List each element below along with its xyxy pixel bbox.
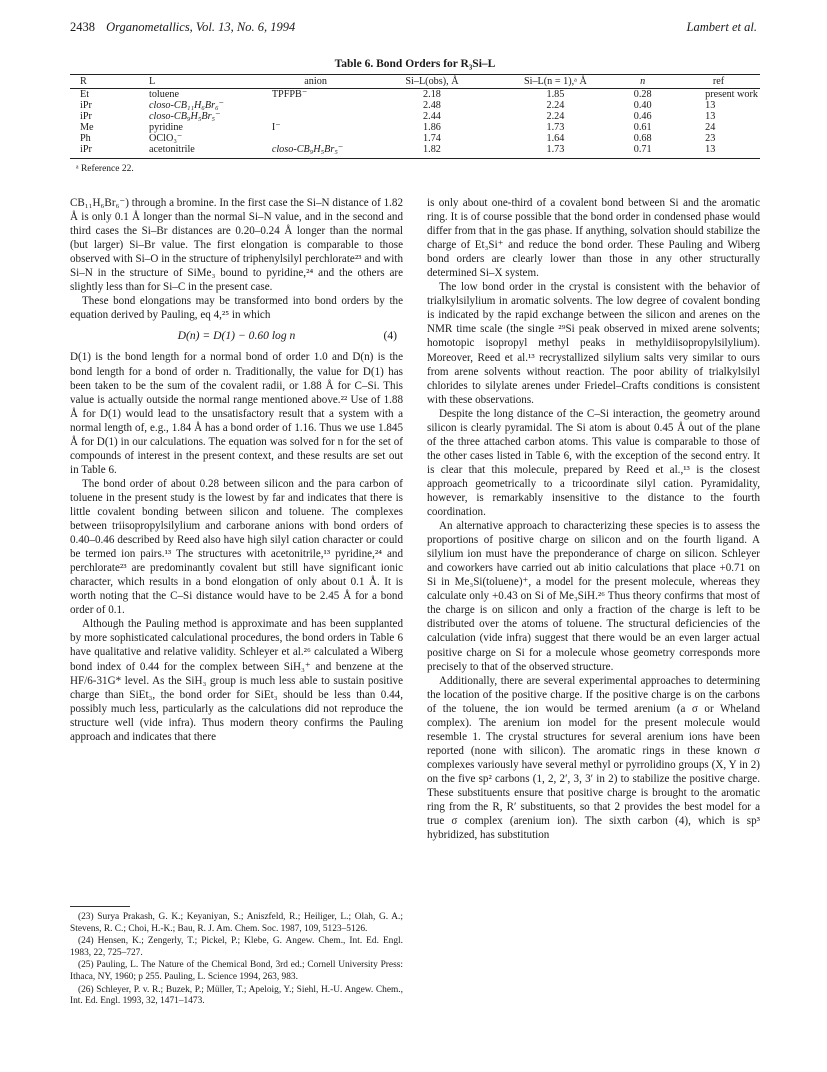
table-cell-r: iPr bbox=[80, 100, 92, 111]
col-header: R bbox=[80, 76, 87, 87]
table-cell-r: Et bbox=[80, 89, 90, 100]
footnote-26: (26) Schleyer, P. v. R.; Buzek, P.; Müller, T.; Apeloig, Y.; Siehl, H.-U. Angew. Chem., Int. Ed. Engl. 1993, 32, 1471–1473. bbox=[70, 984, 403, 1007]
col-header: Si–L(n = 1),ᵃ Å bbox=[523, 76, 587, 87]
page-number: 2438 bbox=[70, 20, 95, 34]
table bbox=[70, 74, 760, 159]
table-row bbox=[70, 89, 760, 101]
equation-4 bbox=[70, 329, 403, 343]
col-header: n bbox=[640, 76, 646, 87]
footnotes bbox=[70, 912, 403, 1009]
table-cell-r: iPr bbox=[80, 144, 92, 155]
footnote-23: (23) Surya Prakash, G. K.; Keyaniyan, S.; Aniszfeld, R.; Heiliger, L.; Olah, G. A.; Stevens, R. C.; Choi, H.-K.; Bau, R. J. Am. Chem. Soc. 1987, 109, 5123–5126. bbox=[70, 912, 403, 934]
footnote-25: (25) Pauling, L. The Nature of the Chemical Bond, 3rd ed.; Cornell University Press: Ithaca, NY, 1960; p 255. Pauling, L. Science 1994, 263, 983. bbox=[70, 960, 403, 982]
table-cell-obs: 1.74 bbox=[423, 133, 441, 144]
right-column bbox=[427, 196, 760, 842]
paragraph: Additionally, there are several experimental approaches to determining the location of the positive charge. If the positive charge is on the carbons of the toluene, the ion would be termed arenium (a σ or Wheland complex). The arenium ion model for the present molecule would resemble 1. The crystal structures for several arenium ions have been reported (none with silicon). The aromatic rings in these known σ complexes variously have several methyl or pyrrolidino groups (X, Y in 2) on the five sp² carbons (1, 2, 2′, 3, 3′ in 2) to stabilize the positive charge. These substituents ensure that positive charge is brought to the aromatic ring from the R, R′ substituents, so that 2 provides the best model for a true σ complex (arenium ion). The sixth carbon (4), which is sp³ hybridized, has substitution bbox=[427, 674, 760, 842]
paragraph: is only about one-third of a covalent bond between Si and the aromatic ring. It is of course possible that the bond order in condensed phase would differ from that in the gas phase. If anything, solvation should stabilize the charge of Et₃Si⁺ and reduce the bond order. These Pauling and Wiberg bond orders are clearly lower than those in any other structurally determined Si–X system. bbox=[427, 197, 760, 280]
footnote-24: (24) Hensen, K.; Zengerly, T.; Pickel, P.; Klebe, G. Angew. Chem., Int. Ed. Engl. 1983, 22, 725–727. bbox=[70, 936, 403, 958]
paragraph: Despite the long distance of the C–Si interaction, the geometry around silicon is clearly pyramidal. The Si atom is about 0.45 Å out of the plane of the three attached carbon atoms. This value is comparable to those of the other cases listed in Table 6, with the exception of the second entry. It is clear that this molecule, prepared by Reed et al.,¹³ is the closest approach geometrically to a tricoordinate silyl cation. Pyramidality, however, is remarkably insensitive to the distance to the fourth coordination. bbox=[427, 407, 760, 519]
running-header bbox=[70, 20, 757, 40]
equation-text: D(n) = D(1) − 0.60 log n bbox=[177, 329, 296, 343]
table-cell-obs: 2.44 bbox=[423, 111, 441, 122]
table-cell-n1: 1.64 bbox=[546, 133, 565, 144]
paragraph: An alternative approach to characterizing these species is to assess the proportions of positive charge on silicon and on the fourth ligand. A silylium ion must have the preponderance of charge on silicon. Schleyer and coworkers have carried out ab initio calculations that place +0.71 on Si in Me₃Si(toluene)⁺, a model for the present molecule, whereas they calculate only +0.43 on Si of Me₃SiH.²⁶ Thus theory confirms that most of the charge is on silicon and only a fraction of the charge is left to be distributed over the atoms of toluene. The structural deficiencies of the calculation (vide infra) suggest that there would be an even larger actual positive charge on Si for a molecule whose geometry corresponds more precisely to that of the observed structure. bbox=[427, 520, 760, 673]
paragraph: The low bond order in the crystal is consistent with the behavior of trialkylsilylium in aromatic solvents. The low degree of covalent bonding is indicated by the rapid exchange between the silicon and arenes on the NMR time scale (the single ²⁹Si peak observed in mixed arene solvents; homotopic isopropyl methyl peaks in methyldiisopropylsilylium). Moreover, Reed et al.¹³ recrystallized silylium salts very similar to ours from arene solvents without reaction. The poor ability of trialkylsilyl chlorides to silylate arenes under Friedel–Crafts conditions is consistent with these observations. bbox=[427, 281, 760, 406]
table-row bbox=[70, 111, 760, 122]
table-cell-obs: 2.18 bbox=[423, 89, 441, 100]
paragraph: D(1) is the bond length for a normal bond of order 1.0 and D(n) is the bond length for a bond of order n. Traditionally, the value for D(1) has been taken to be the sum of the covalent radii, or 1.88 Å for C–Si. This value is actually outside the normal range mentioned above.²² Use of 1.88 Å for D(1) would lead to the unsatisfactory result that a system with a normal length of, e.g., 1.84 Å has a bond order of 1.16. Thus we use 1.845 Å for D(1) in our calculations. The equation was solved for n for the set of compounds of interest in the present context, and these results are set out in Table 6. bbox=[70, 351, 403, 476]
table-cell-l: closo-CB₁₁H₆Br₆⁻ bbox=[149, 100, 225, 111]
running-authors: Lambert et al. bbox=[686, 20, 757, 34]
table-cell-n: 0.40 bbox=[633, 100, 652, 111]
col-header: ref bbox=[712, 76, 725, 87]
table-row bbox=[70, 133, 760, 144]
table-cell-anion: TPFPB⁻ bbox=[271, 89, 308, 100]
table-cell-n: 0.46 bbox=[633, 111, 652, 122]
table-cell-r: iPr bbox=[80, 111, 92, 122]
left-column bbox=[70, 196, 403, 744]
table-cell-ref: present work bbox=[705, 89, 758, 100]
table-cell-l: pyridine bbox=[149, 122, 183, 133]
table-cell-n: 0.68 bbox=[633, 133, 652, 144]
table-footnote: ᵃ Reference 22. bbox=[76, 164, 134, 174]
table-row bbox=[70, 100, 760, 111]
table-row bbox=[70, 144, 760, 159]
table-cell-anion: I⁻ bbox=[271, 122, 281, 133]
table-cell-n1: 1.85 bbox=[546, 89, 565, 100]
col-header: Si–L(obs), Å bbox=[405, 76, 459, 87]
table-cell-obs: 1.82 bbox=[423, 144, 441, 155]
table-cell-l: closo-CB₉H₅Br₅⁻ bbox=[149, 111, 221, 122]
journal-citation: Organometallics, Vol. 13, No. 6, 1994 bbox=[106, 20, 296, 34]
table-cell-ref: 24 bbox=[705, 122, 716, 133]
paragraph: These bond elongations may be transformed into bond orders by the equation derived by Pauling, eq 4,²⁵ in which bbox=[70, 295, 403, 322]
table-cell-ref: 13 bbox=[705, 111, 716, 122]
table-header-row bbox=[70, 75, 760, 89]
col-header: L bbox=[149, 76, 156, 87]
table-cell-ref: 23 bbox=[705, 133, 716, 144]
table-cell-obs: 1.86 bbox=[423, 122, 441, 133]
table-row bbox=[70, 122, 760, 133]
table-cell-n: 0.71 bbox=[633, 144, 652, 155]
table-cell-r: Ph bbox=[80, 133, 91, 144]
table-cell-ref: 13 bbox=[705, 100, 716, 111]
col-header: anion bbox=[304, 76, 327, 87]
table-cell-anion: closo-CB₉H₅Br₅⁻ bbox=[271, 144, 344, 155]
table-cell-n1: 1.73 bbox=[546, 144, 565, 155]
table-cell-n1: 1.73 bbox=[546, 122, 565, 133]
table-cell-l: OClO₃⁻ bbox=[149, 133, 183, 144]
table-cell-l: acetonitrile bbox=[149, 144, 195, 155]
equation-number: (4) bbox=[383, 329, 397, 343]
table-cell-anion bbox=[270, 100, 362, 111]
table-cell-obs: 2.48 bbox=[423, 100, 441, 111]
paragraph: Although the Pauling method is approximate and has been supplanted by more sophisticated calculational procedures, the bond orders in Table 6 have qualitative and relative validity. Schleyer et al.²⁶ calculated a Wiberg bond index of 0.44 for the complex between SiH₃⁺ and benzene at the HF/6-31G* level. As the SiH₃ group is much less able to sustain positive charge than SiEt₃, the bond order for SiEt₃ should be less than 0.44, possibly much less, particularly as the calculations did not reproduce the structure well (vide infra). Thus modern theory confirms the Pauling approach and indicates that there bbox=[70, 618, 403, 743]
table-cell-anion bbox=[270, 133, 362, 144]
paragraph: CB₁₁H₆Br₆⁻) through a bromine. In the first case the Si–N distance of 1.82 Å is only 0.1 Å longer than the normal Si–N value, and in the second and third cases the Si–Br distances are 0.20–0.24 Å longer than the normal (but larger) Si–Br value. The first elongation is comparable to those observed with Si–O in the structure of triphenylsilyl perchlorate²³ and with Si–N in the structure of SiMe₃ bound to pyridine,²⁴ and the others are slightly less than for Si–C in the present case. bbox=[70, 197, 403, 294]
footnote-rule bbox=[70, 906, 130, 907]
table-cell-ref: 13 bbox=[705, 144, 716, 155]
table-cell-anion bbox=[270, 111, 362, 122]
table-cell-n: 0.28 bbox=[633, 89, 652, 100]
paragraph: The bond order of about 0.28 between silicon and the para carbon of toluene in the present study is the lowest by far and indicates that there is little covalent bonding between silicon and toluene. The complexes between triisopropylsilylium and carborane anions with bond orders of 0.40–0.46 described by Reed also have high silyl cation character or could be termed ion pairs.¹³ The structures with acetonitrile,¹³ pyridine,²⁴ and perchlorate²³ are predominantly covalent but still have significant ionic character, which results in a bond elongation of only about 0.1 Å. It is worth noting that the C–Si distance would have to be 2.45 Å for a bond order of 0.1. bbox=[70, 477, 403, 617]
table-cell-n1: 2.24 bbox=[546, 111, 565, 122]
bond-order-table bbox=[70, 58, 760, 174]
table-cell-l: toluene bbox=[149, 89, 179, 100]
table-cell-r: Me bbox=[80, 122, 94, 133]
table-cell-n: 0.61 bbox=[633, 122, 652, 133]
table-title: Table 6. Bond Orders for R₃Si–L bbox=[334, 58, 496, 70]
table-cell-n1: 2.24 bbox=[546, 100, 565, 111]
